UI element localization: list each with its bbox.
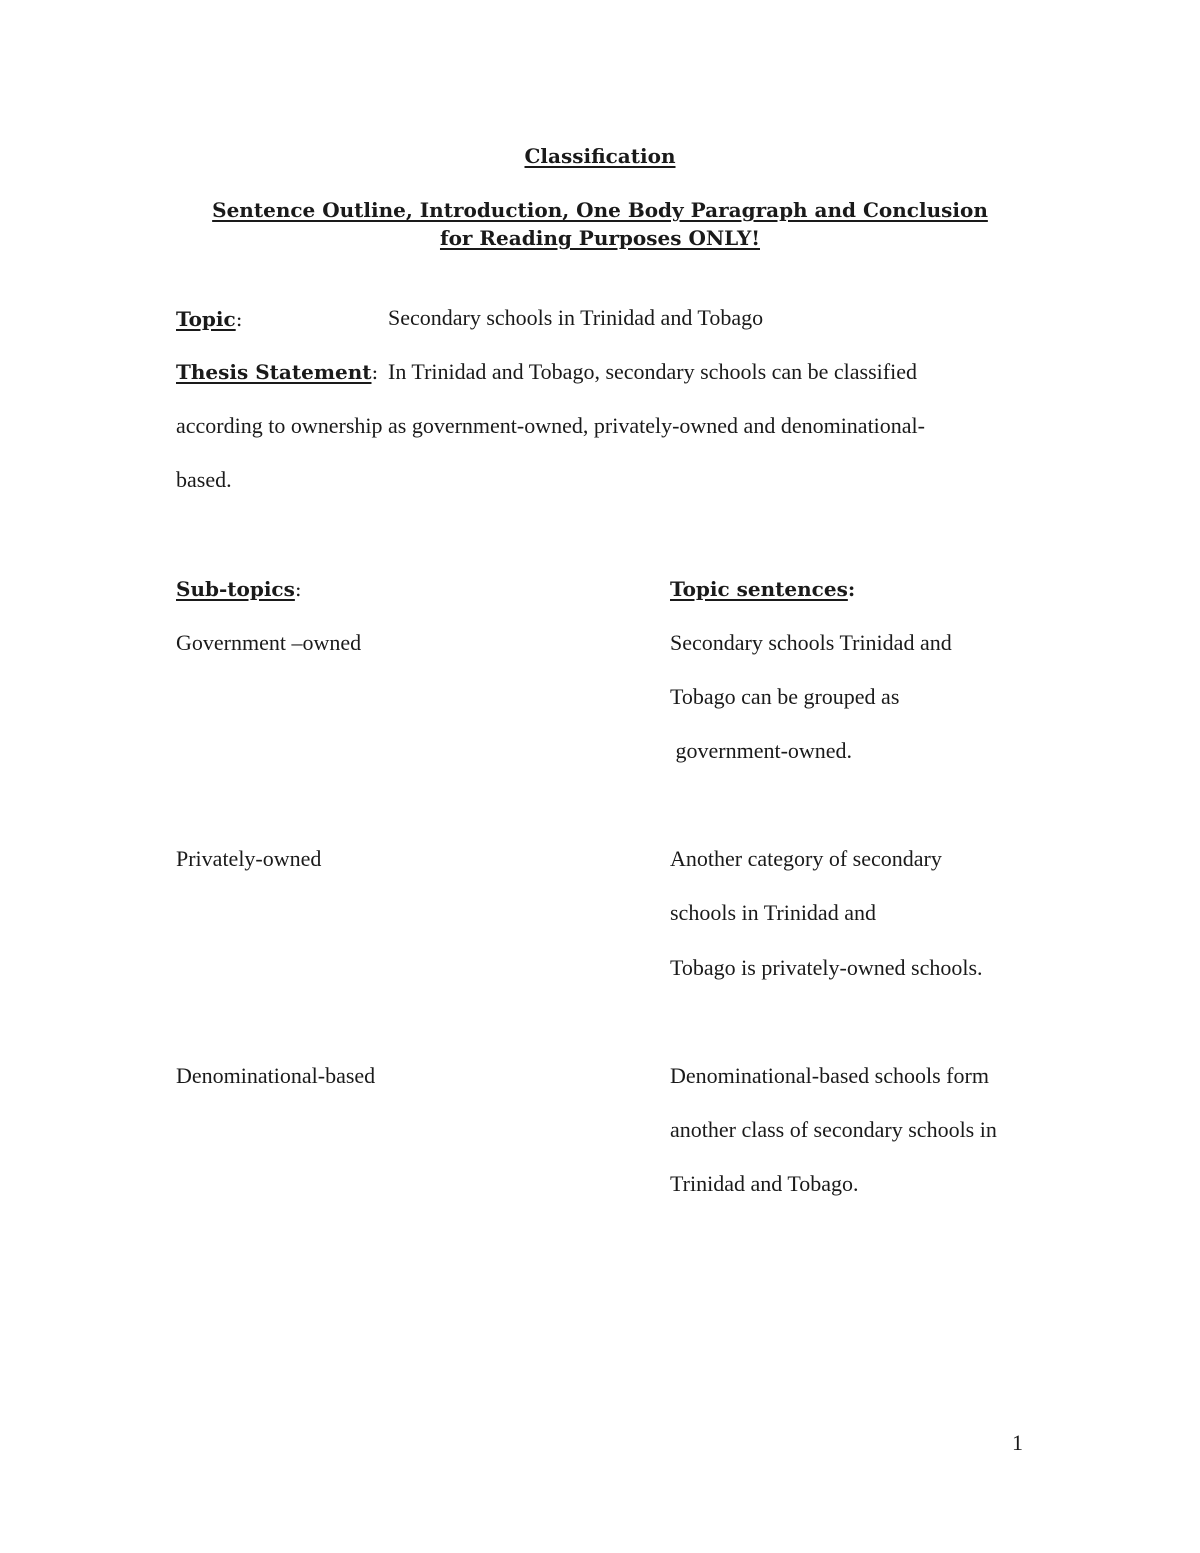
- topic-sentences-header: [670, 576, 855, 602]
- subtopics-header-label: Sub-topics: [176, 577, 295, 601]
- thesis-label-colon: :: [371, 360, 379, 384]
- topic-value: Secondary schools in Trinidad and Tobago: [388, 305, 764, 330]
- topic-sentences-header-label: Topic sentences: [670, 577, 848, 601]
- topic-sentence-line: Another category of secondary: [670, 846, 942, 871]
- subtopics-header: [176, 576, 302, 602]
- topic-sentence-line: government-owned.: [670, 738, 853, 763]
- topic-sentence-line: Tobago is privately-owned schools.: [670, 955, 983, 980]
- topic-sentence-line: Trinidad and Tobago.: [670, 1171, 859, 1196]
- subtopic-government-owned: Government –owned: [176, 630, 362, 655]
- thesis-line-3: based.: [176, 467, 232, 492]
- topic-label-colon: :: [235, 307, 243, 331]
- topic-label: Topic: [176, 307, 236, 331]
- page-number: 1: [1012, 1430, 1023, 1455]
- subtopic-privately-owned: Privately-owned: [176, 846, 322, 871]
- thesis-label: Thesis Statement: [176, 360, 372, 384]
- document-title: Classification: [524, 144, 676, 168]
- thesis-label-group: [176, 359, 378, 385]
- topic-label-group: [176, 306, 242, 332]
- topic-sentence-line: schools in Trinidad and: [670, 900, 876, 925]
- document-subtitle-line-2: for Reading Purposes ONLY!: [439, 226, 760, 250]
- thesis-line-1: In Trinidad and Tobago, secondary schools can be classified: [388, 359, 917, 384]
- topic-sentence-line: Denominational-based schools form: [670, 1063, 989, 1088]
- subtopics-header-colon: :: [294, 577, 302, 601]
- topic-sentences-header-colon: :: [847, 577, 856, 601]
- topic-sentence-line: Tobago can be grouped as: [670, 684, 900, 709]
- topic-sentence-line: another class of secondary schools in: [670, 1117, 997, 1142]
- subtopic-denominational-based: Denominational-based: [176, 1063, 376, 1088]
- document-subtitle-line-1: Sentence Outline, Introduction, One Body Paragraph and Conclusion: [212, 198, 988, 222]
- topic-sentence-line: Secondary schools Trinidad and: [670, 630, 952, 655]
- thesis-line-2: according to ownership as government-owned, privately-owned and denominational-: [176, 413, 925, 438]
